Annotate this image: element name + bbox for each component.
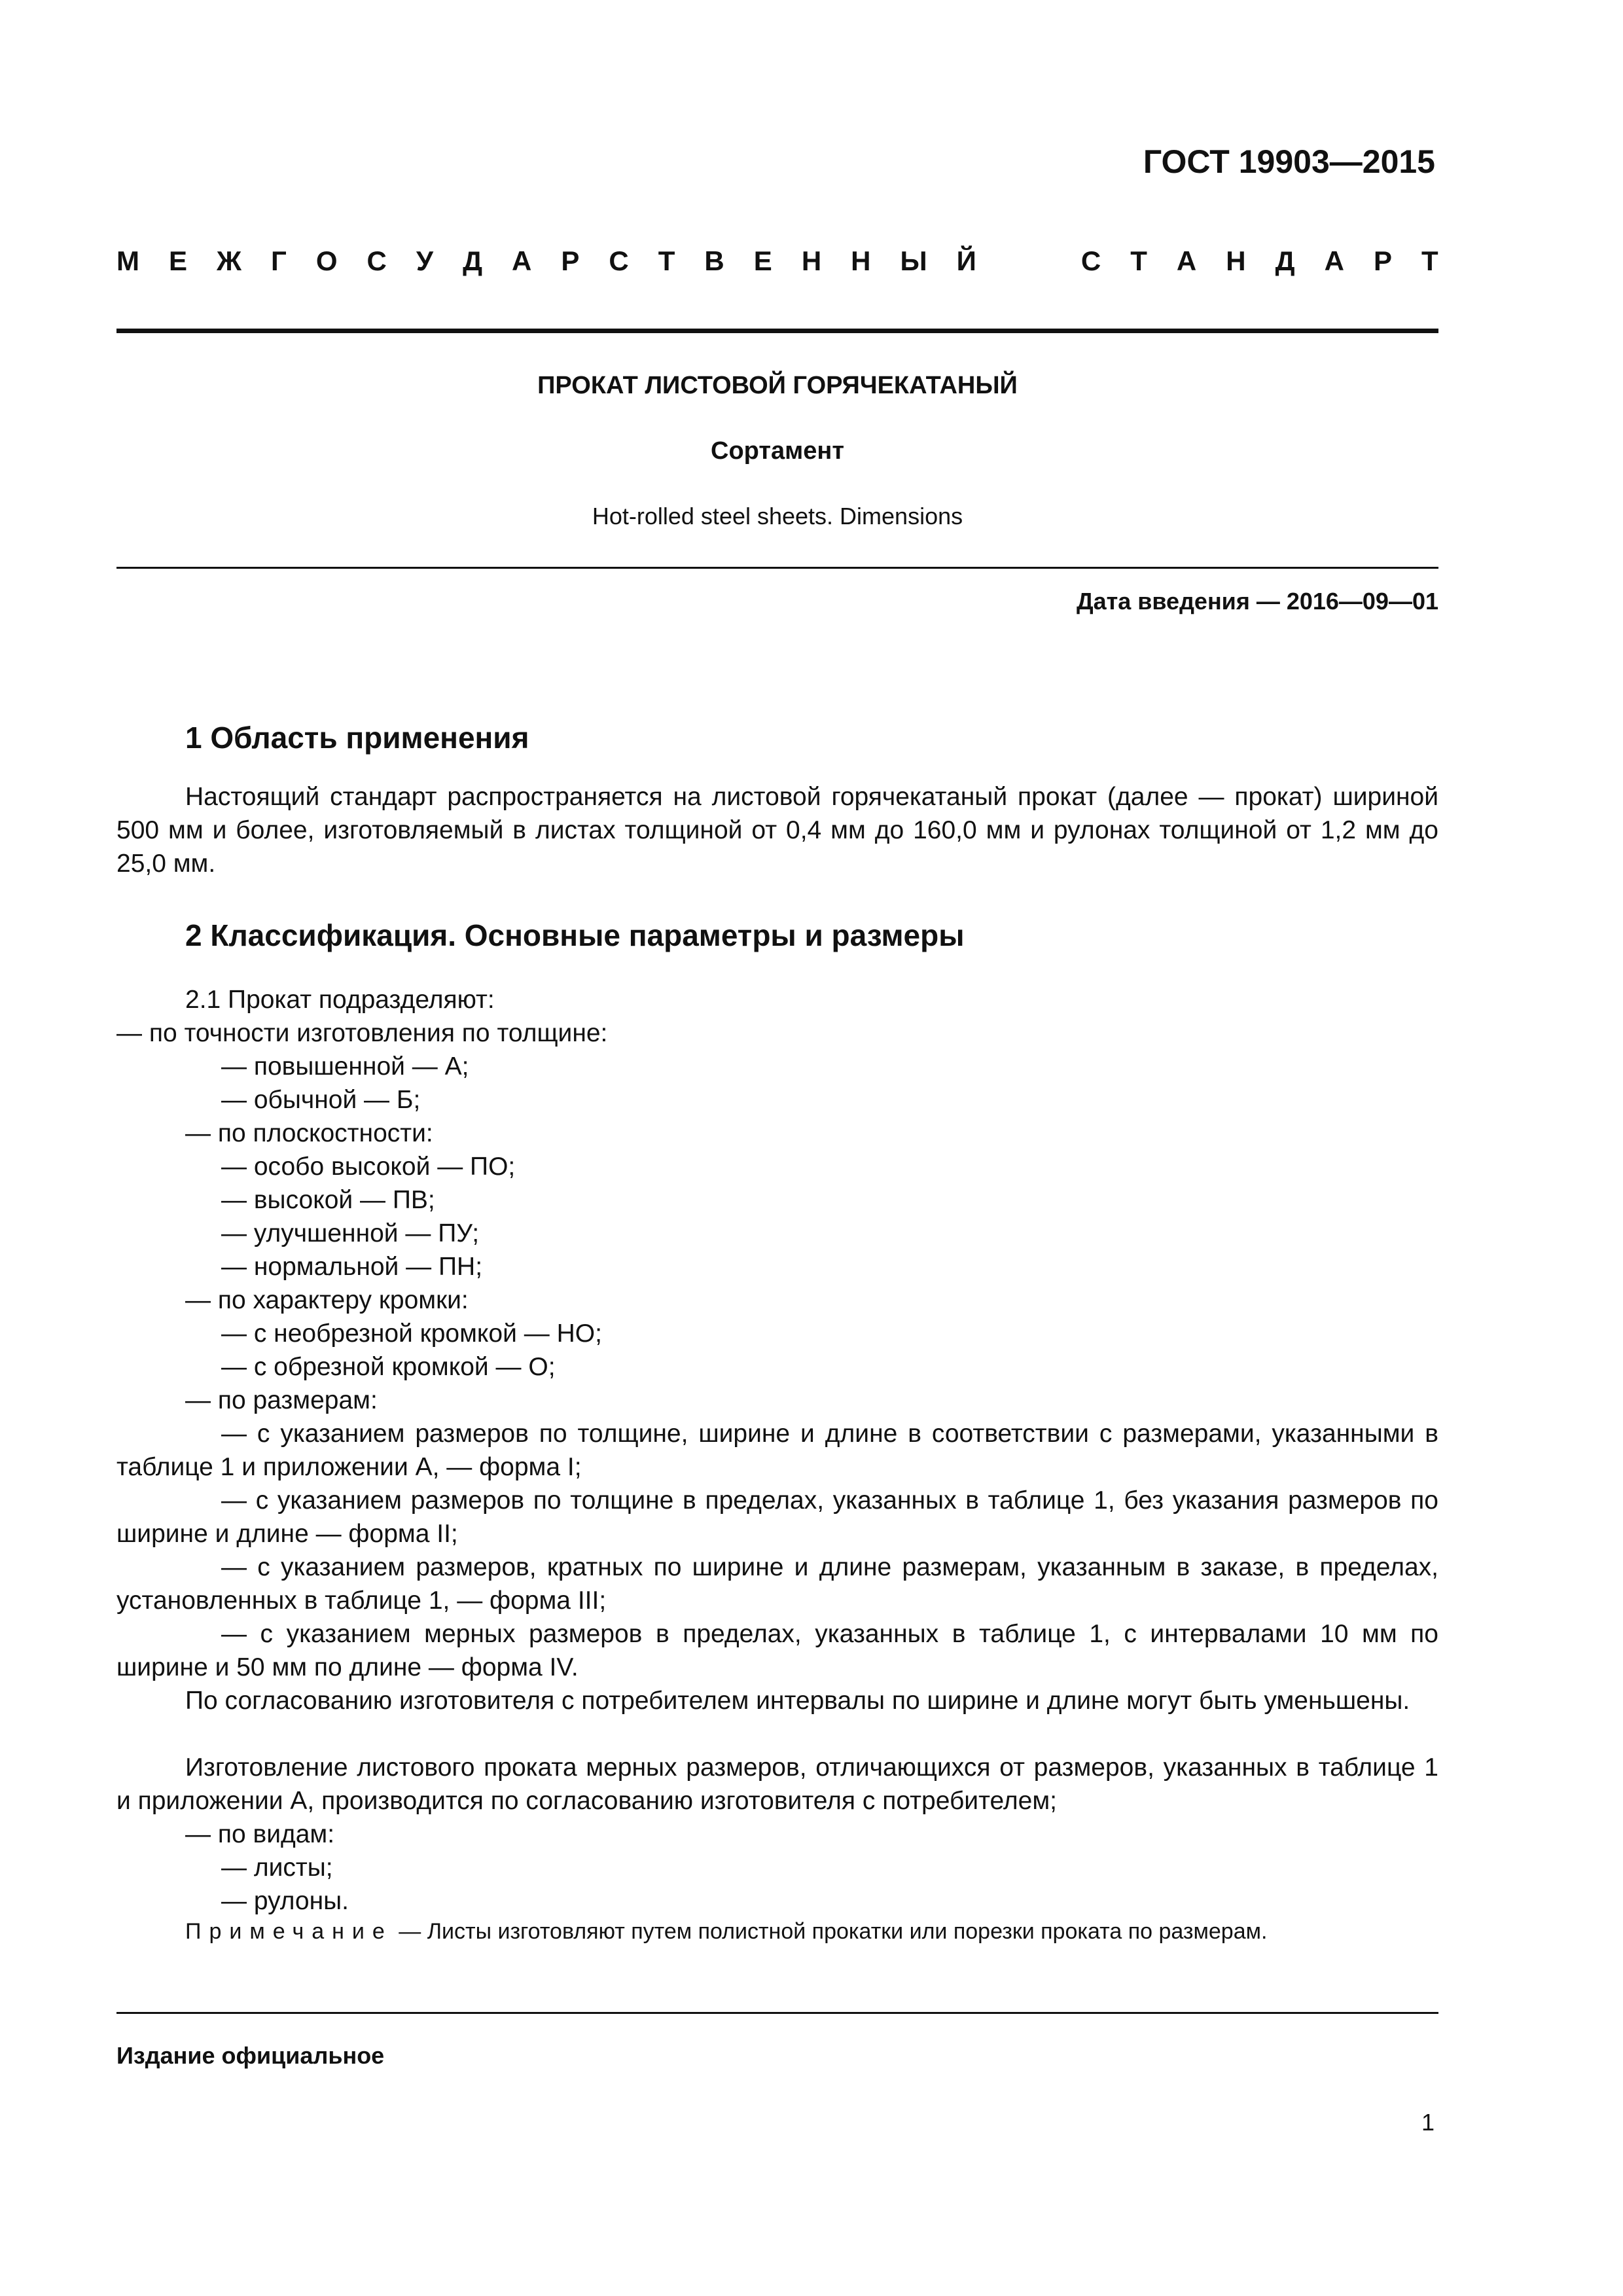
banner-letter: Ы [900,245,927,276]
paragraph: По согласованию изготовителя с потребителем интервалы по ширине и длине могут быть уменьшены. [185,1687,1410,1715]
banner-letter: Т [1421,245,1438,276]
list-item: — по размерам: [185,1386,378,1414]
standard-banner [116,245,1438,277]
list-item: — с указанием размеров по толщине, ширине и длине в соответствии с размерами, указанными в таблице 1 и приложении А, — форма I; [116,1420,1438,1481]
list-item: — улучшенной — ПУ; [221,1219,480,1247]
banner-letter: С [609,245,629,276]
list-item: — по плоскостности: [185,1119,433,1147]
banner-letter: В [704,245,724,276]
banner-letter: Д [1275,245,1295,276]
banner-letter: М [116,245,139,276]
banner-letter: У [416,245,434,276]
section-1-heading: 1 Область применения [185,721,529,755]
banner-letter: Д [463,245,482,276]
list-item: — с обрезной кромкой — О; [221,1353,556,1381]
banner-letter: С [1080,245,1101,276]
banner-letter: Н [801,245,822,276]
section-1-paragraph: Настоящий стандарт распространяется на листовой горячекатаный прокат (далее — прокат) шириной 500 мм и более, изготовляемый в листах толщиной от 0,4 мм до 160,0 мм и рулонах толщиной от 1,2 мм до 25,0 мм. [116,783,1438,878]
list-item: — по видам: [185,1820,335,1848]
introduction-date: Дата введения — 2016—09—01 [1076,588,1438,615]
note-label: Примечание [185,1919,393,1944]
banner-letter: Й [956,245,976,276]
list-item: — нормальной — ПН; [221,1253,483,1281]
list-item: — по характеру кромки: [185,1286,469,1314]
list-item: — повышенной — А; [221,1052,469,1081]
list-item: — с необрезной кромкой — НО; [221,1319,602,1348]
footer-divider [116,2012,1438,2014]
list-item: — рулоны. [221,1887,349,1915]
edition-label: Издание официальное [116,2042,385,2069]
list-item: — обычной — Б; [221,1086,421,1114]
document-title: ПРОКАТ ЛИСТОВОЙ ГОРЯЧЕКАТАНЫЙ [537,372,1018,399]
banner-letter: Т [1130,245,1147,276]
banner-letter: О [315,245,338,276]
list-item: — с указанием размеров по толщине в пределах, указанных в таблице 1, без указания размеров по ширине и длине — форма II; [116,1486,1438,1548]
document-subtitle: Сортамент [711,437,844,465]
banner-letter: Ж [217,245,242,276]
paragraph: Изготовление листового проката мерных размеров, отличающихся от размеров, указанных в таблице 1 и приложении А, производится по согласованию изготовителя с потребителем; [116,1753,1438,1815]
note [185,1919,1267,1945]
banner-letter: Н [1226,245,1246,276]
banner-letter: А [512,245,532,276]
banner-letter: Р [561,245,580,276]
banner-letter: Р [1373,245,1392,276]
list-item: 2.1 Прокат подразделяют: [185,986,495,1014]
banner-letter: Е [169,245,188,276]
list-item: — особо высокой — ПО; [221,1153,516,1181]
section-2-heading: 2 Классификация. Основные параметры и размеры [185,918,965,952]
list-item: — высокой — ПВ; [221,1186,435,1214]
banner-letter: С [366,245,387,276]
banner-letter: Н [851,245,871,276]
banner-letter: Г [271,245,287,276]
banner-gap [1006,245,1052,277]
header-divider [116,329,1438,333]
page-number: 1 [1421,2109,1435,2136]
document-title-english: Hot-rolled steel sheets. Dimensions [592,503,963,529]
banner-letter: А [1176,245,1197,276]
list-item: — с указанием мерных размеров в пределах, указанных в таблице 1, с интервалами 10 мм по ширине и 50 мм по длине — форма IV. [116,1620,1438,1681]
banner-letter: Е [753,245,772,276]
list-item: — листы; [221,1854,333,1882]
list-item: — по точности изготовления по толщине: [116,1019,608,1047]
banner-letter: Т [658,245,675,276]
title-divider [116,567,1438,569]
list-item: — с указанием размеров, кратных по ширине и длине размерам, указанным в заказе, в пределах, установленных в таблице 1, — форма III; [116,1553,1438,1615]
banner-letter: А [1324,245,1344,276]
document-number: ГОСТ 19903—2015 [1143,143,1435,180]
note-text: — Листы изготовляют путем полистной прокатки или порезки проката по размерам. [392,1919,1268,1944]
